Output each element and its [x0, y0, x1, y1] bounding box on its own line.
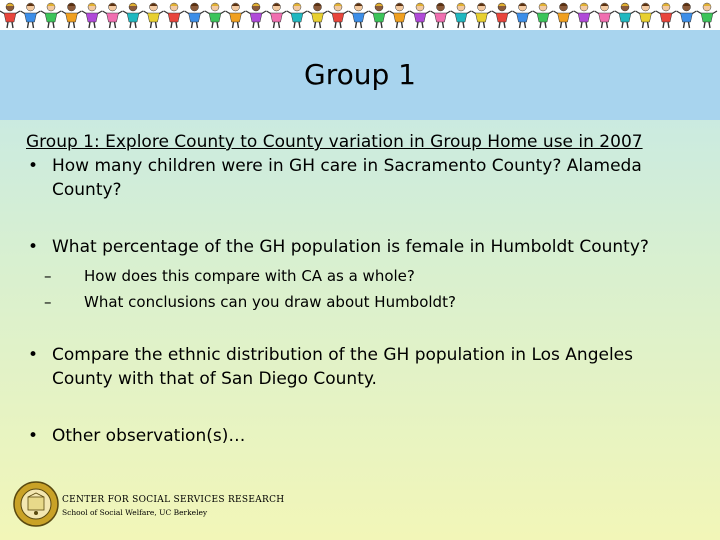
- child-figure-icon: [431, 3, 451, 28]
- child-figure-icon: [205, 3, 225, 28]
- child-figure-icon: [82, 3, 102, 28]
- bullet-item: [26, 235, 706, 259]
- child-figure-icon: [21, 3, 41, 28]
- child-figure-icon: [492, 3, 512, 28]
- child-figure-icon: [0, 3, 20, 28]
- child-figure-icon: [472, 3, 492, 28]
- child-figure-icon: [390, 3, 410, 28]
- child-figure-icon: [144, 3, 164, 28]
- child-figure-icon: [226, 3, 246, 28]
- child-figure-icon: [287, 3, 307, 28]
- title-band: [0, 30, 720, 120]
- child-figure-icon: [697, 3, 717, 28]
- child-figure-icon: [451, 3, 471, 28]
- child-figure-icon: [328, 3, 348, 28]
- bullet-icon: •: [28, 426, 39, 446]
- slide-title: Group 1: [304, 57, 416, 91]
- child-figure-icon: [677, 3, 697, 28]
- children-figures-icon: [0, 0, 720, 30]
- slide-content: [26, 130, 706, 448]
- bullet-text: What percentage of the GH population is female in Humboldt County?: [52, 237, 649, 257]
- child-figure-icon: [185, 3, 205, 28]
- bullet-text: How many children were in GH care in Sacramento County? Alameda: [52, 156, 642, 176]
- child-figure-icon: [103, 3, 123, 28]
- child-figure-icon: [267, 3, 287, 28]
- school-name: School of Social Welfare, UC Berkeley: [62, 508, 208, 517]
- child-figure-icon: [246, 3, 266, 28]
- dash-icon: –: [44, 293, 52, 311]
- child-figure-icon: [62, 3, 82, 28]
- bullet-icon: •: [28, 156, 39, 176]
- child-figure-icon: [410, 3, 430, 28]
- sub-bullet-text: What conclusions can you draw about Humboldt?: [84, 293, 456, 311]
- child-figure-icon: [595, 3, 615, 28]
- bullet-text: Other observation(s)…: [52, 426, 246, 446]
- child-figure-icon: [164, 3, 184, 28]
- child-figure-icon: [369, 3, 389, 28]
- sub-bullet-item: [26, 289, 706, 315]
- child-figure-icon: [349, 3, 369, 28]
- child-figure-icon: [554, 3, 574, 28]
- bullet-item: [26, 424, 706, 448]
- org-name: CENTER FOR SOCIAL SERVICES RESEARCH: [62, 495, 285, 505]
- child-figure-icon: [615, 3, 635, 28]
- sub-bullet-text: How does this compare with CA as a whole?: [84, 267, 415, 285]
- section-heading: Group 1: Explore County to County variation in Group Home use in 2007: [26, 132, 643, 152]
- bullet-text: County?: [52, 180, 122, 200]
- child-figure-icon: [533, 3, 553, 28]
- bullet-item: [26, 343, 706, 391]
- bullet-icon: •: [28, 237, 39, 257]
- bullet-text: County with that of San Diego County.: [52, 369, 377, 389]
- uc-seal-icon: [12, 480, 60, 528]
- bullet-text: Compare the ethnic distribution of the GH population in Los Angeles: [52, 345, 633, 365]
- child-figure-icon: [513, 3, 533, 28]
- child-figure-icon: [41, 3, 61, 28]
- footer-logo: [12, 480, 285, 530]
- sub-bullet-item: [26, 263, 706, 289]
- child-figure-icon: [636, 3, 656, 28]
- bullet-icon: •: [28, 345, 39, 365]
- children-border: [0, 0, 720, 30]
- child-figure-icon: [308, 3, 328, 28]
- bullet-item: [26, 154, 706, 202]
- child-figure-icon: [656, 3, 676, 28]
- child-figure-icon: [123, 3, 143, 28]
- child-figure-icon: [574, 3, 594, 28]
- dash-icon: –: [44, 267, 52, 285]
